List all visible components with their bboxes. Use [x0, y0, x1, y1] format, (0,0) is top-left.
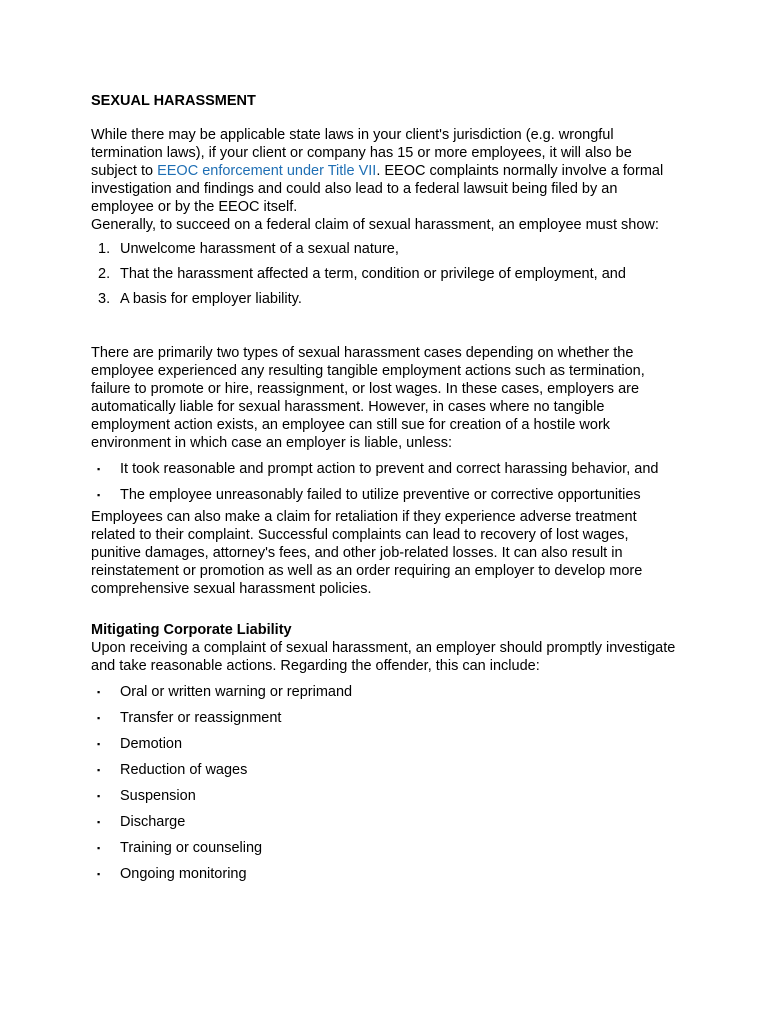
list-item-text: Reduction of wages	[120, 762, 248, 778]
bullet-icon: ▪	[97, 791, 101, 801]
document-content	[91, 92, 681, 883]
list-item-text: Training or counseling	[120, 840, 263, 856]
list-item-text: Transfer or reassignment	[120, 710, 282, 726]
bullet-icon: ▪	[97, 739, 101, 749]
unless-conditions-list	[91, 460, 681, 504]
bullet-icon: ▪	[97, 817, 101, 827]
mitigating-heading: Mitigating Corporate Liability	[91, 622, 292, 638]
retaliation-paragraph: Employees can also make a claim for retaliation if they experience adverse treatment related to their complaint. Successful complaints can lead to recovery of lost wages, punitive damages, attorney's fees, and other job-related losses. It can also result in reinstatement or promotion as well as an order requiring an employer to develop more comprehensive sexual harassment policies.	[91, 509, 643, 597]
list-item-text: It took reasonable and prompt action to prevent and correct harassing behavior, and	[120, 461, 659, 477]
case-types-paragraph: There are primarily two types of sexual harassment cases depending on whether the employee experienced any resulting tangible employment actions such as termination, failure to promote or hire, reassignment, or lost wages. In these cases, employers are automatically liable for sexual harassment. However, in cases where no tangible employment action exists, an employee can still sue for creation of a hostile work environment in which case an employer is liable, unless:	[91, 345, 645, 451]
intro-text-after-link: . EEOC complaints normally involve a formal investigation and findings and could also lead to a federal lawsuit being filed by an employee or by the EEOC itself.	[91, 163, 664, 215]
list-item-text: Discharge	[120, 814, 186, 830]
requirements-list	[91, 240, 681, 308]
bullet-icon: ▪	[97, 869, 101, 879]
list-item-text: Suspension	[120, 788, 196, 804]
list-item	[91, 865, 681, 883]
list-item-text: A basis for employer liability.	[120, 291, 302, 307]
list-item	[91, 265, 681, 283]
bullet-icon: ▪	[97, 490, 101, 500]
list-item-text: The employee unreasonably failed to utilize preventive or corrective opportunities	[120, 487, 641, 503]
bullet-icon: ▪	[97, 464, 101, 474]
bullet-icon: ▪	[97, 765, 101, 775]
list-number: 3.	[98, 291, 111, 307]
list-item-text: Unwelcome harassment of a sexual nature,	[120, 241, 399, 257]
list-number: 1.	[98, 241, 111, 257]
mitigating-paragraph: Upon receiving a complaint of sexual harassment, an employer should promptly investigate and take reasonable actions. Regarding the offender, this can include:	[91, 640, 676, 674]
list-item-text: That the harassment affected a term, condition or privilege of employment, and	[120, 266, 626, 282]
list-item	[91, 709, 681, 727]
eeoc-title-vii-link[interactable]: EEOC enforcement under Title VII	[157, 163, 377, 179]
bullet-icon: ▪	[97, 843, 101, 853]
list-item	[91, 813, 681, 831]
list-item-text: Ongoing monitoring	[120, 866, 247, 882]
list-item	[91, 787, 681, 805]
list-item	[91, 683, 681, 701]
list-item-text: Demotion	[120, 736, 183, 752]
bullet-icon: ▪	[97, 713, 101, 723]
intro-text-before-link: While there may be applicable state laws in your client's jurisdiction (e.g. wrongful termination laws), if your client or company has 15 or more employees, it will also be subject to	[91, 127, 632, 179]
list-item	[91, 735, 681, 753]
list-item	[91, 290, 681, 308]
page-title: SEXUAL HARASSMENT	[91, 93, 256, 109]
requirements-intro: Generally, to succeed on a federal claim of sexual harassment, an employee must show:	[91, 217, 659, 233]
list-number: 2.	[98, 266, 111, 282]
list-item	[91, 761, 681, 779]
offender-actions-list	[91, 683, 681, 883]
list-item	[91, 460, 681, 478]
bullet-icon: ▪	[97, 687, 101, 697]
list-item	[91, 839, 681, 857]
list-item-text: Oral or written warning or reprimand	[120, 684, 353, 700]
intro-paragraph	[91, 126, 681, 216]
list-item	[91, 486, 681, 504]
list-item	[91, 240, 681, 258]
